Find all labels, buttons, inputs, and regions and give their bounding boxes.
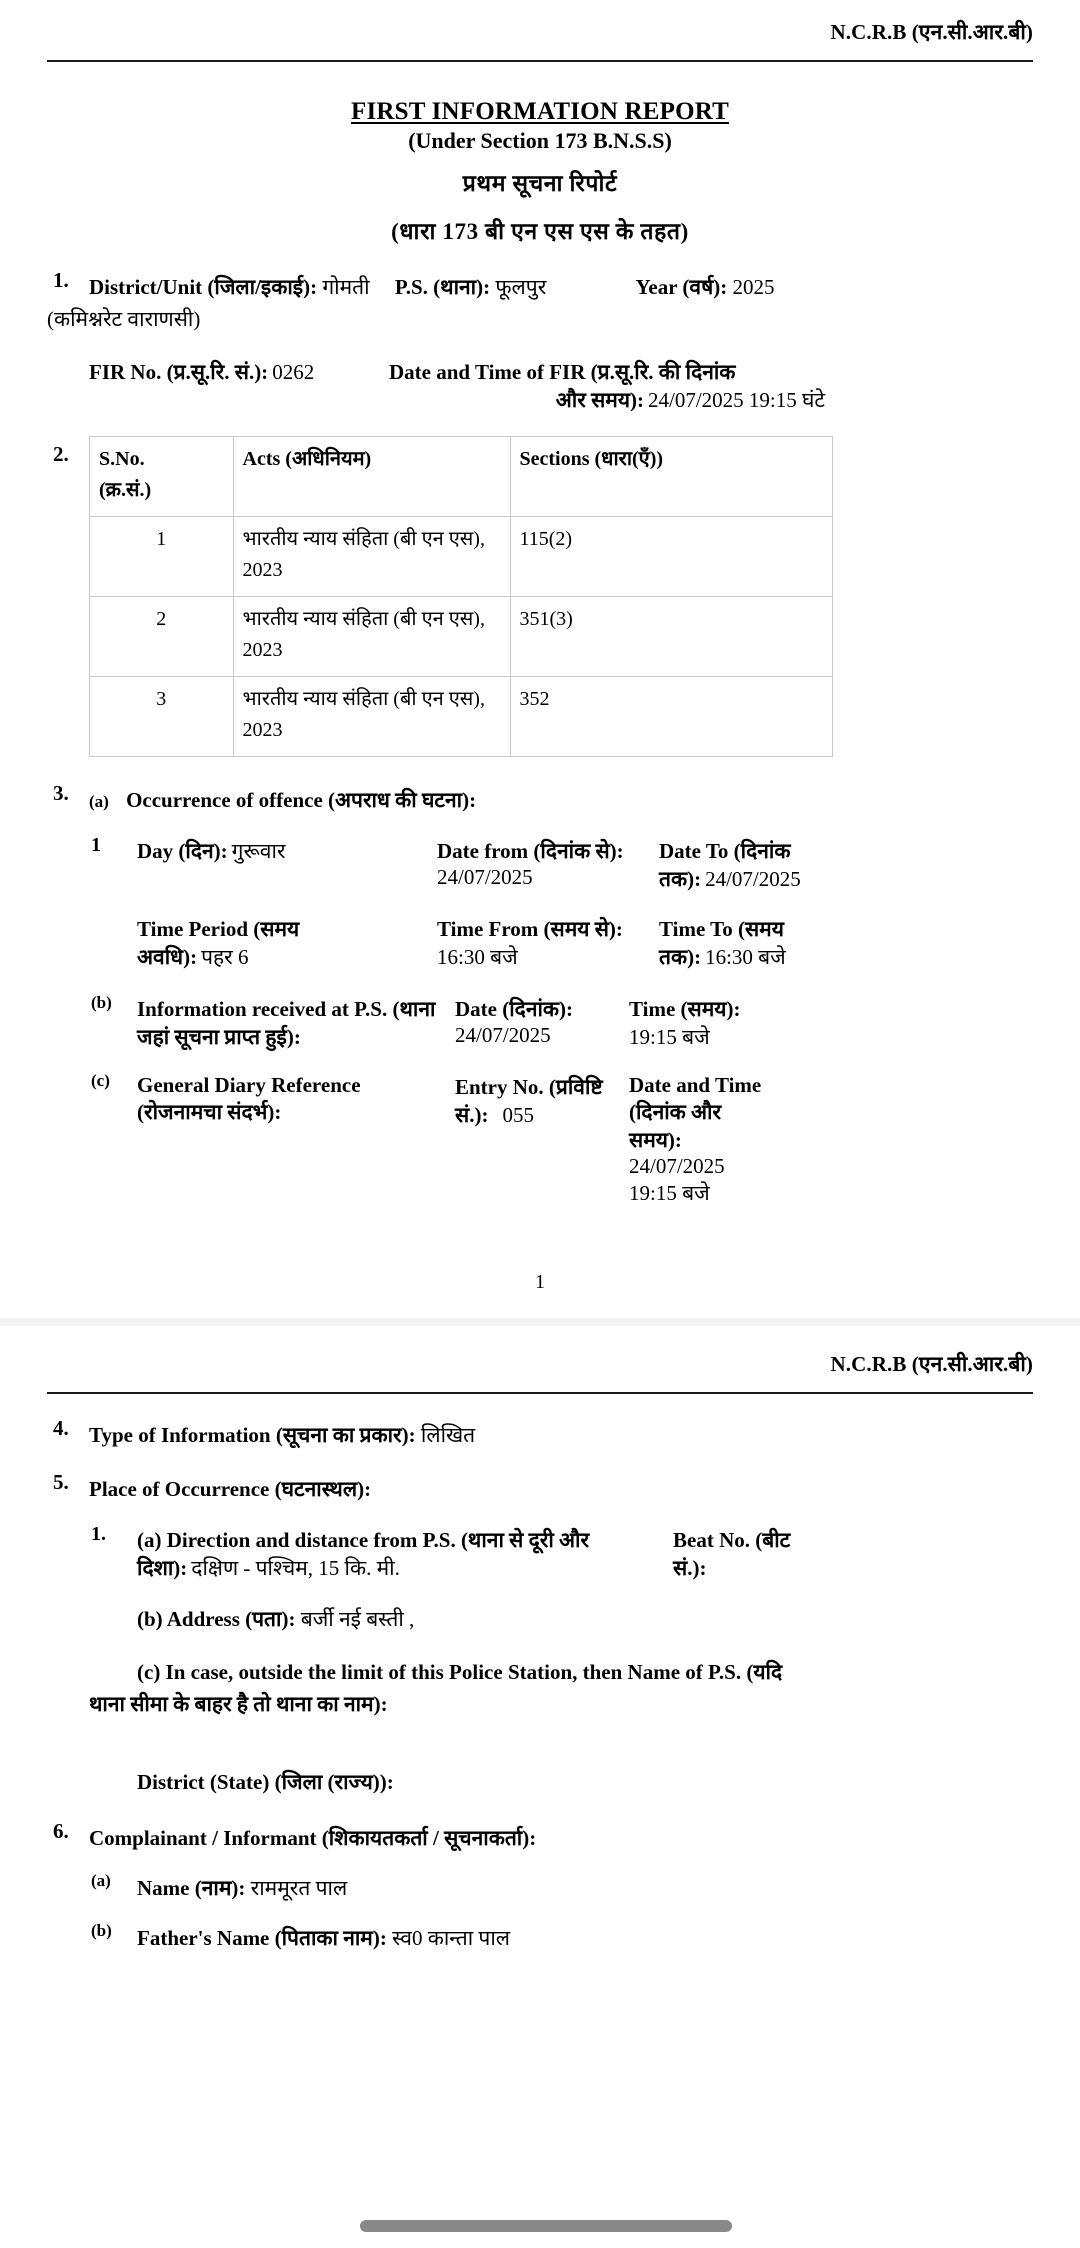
entry-no-line2	[455, 1101, 629, 1129]
information-date-value: 24/07/2025	[455, 1022, 551, 1047]
information-received-cols	[137, 995, 1033, 1051]
ps-value: फूलपुर	[495, 275, 547, 299]
occurrence-day-date-row	[137, 837, 1033, 893]
outside-limit-label-line2: थाना सीमा के बाहर है तो थाना का नाम):	[89, 1692, 388, 1717]
direction-value: दक्षिण - पश्चिम, 15 कि. मी.	[191, 1555, 400, 1580]
commissionerate-value: (कमिश्नरेट वाराणसी)	[47, 306, 201, 331]
beat-no-cell	[673, 1526, 1033, 1582]
acts-col-sno-line2: (क्र.सं.)	[99, 478, 152, 501]
information-date-cell	[455, 995, 629, 1048]
date-to-line2	[659, 865, 1033, 893]
page-subtitle-hindi: (धारा 173 बी एन एस एस के तहत)	[391, 219, 689, 244]
acts-row-sno: 3	[90, 676, 234, 756]
running-header: N.C.R.B (एन.सी.आर.बी)	[830, 1351, 1033, 1376]
general-diary-label-line1: General Diary Reference	[137, 1072, 361, 1097]
time-period-line2	[137, 943, 437, 971]
table-row	[90, 676, 833, 756]
entry-no-label-line2: सं.):	[455, 1102, 489, 1127]
time-from-cell	[437, 915, 659, 971]
day-label: Day (दिन):	[137, 838, 228, 863]
running-header: N.C.R.B (एन.सी.आर.बी)	[830, 20, 1033, 44]
fir-datetime-line2	[389, 386, 825, 414]
section-3c-marker: (c)	[91, 1070, 110, 1090]
acts-row-act: भारतीय न्याय संहिता (बी एन एस), 2023	[233, 676, 510, 756]
date-to-label-line2: तक):	[659, 866, 702, 891]
beat-no-line2	[673, 1554, 1033, 1582]
fir-datetime-label-line1: Date and Time of FIR (प्र.सू.रि. की दिनांक	[389, 359, 736, 384]
information-received-label-line1: Information received at P.S. (थाना	[137, 996, 436, 1021]
district-state-label: District (State) (जिला (राज्य)):	[137, 1770, 394, 1795]
acts-row-act: भारतीय न्याय संहिता (बी एन एस), 2023	[233, 516, 510, 596]
district-state-row	[137, 1767, 1033, 1799]
acts-col-acts: Acts (अधिनियम)	[233, 436, 510, 516]
beat-no-label-line1: Beat No. (बीट	[673, 1527, 791, 1552]
section-2-number: 2.	[53, 441, 69, 466]
ps-label: P.S. (थाना):	[394, 275, 491, 299]
place-of-occurrence-label-row	[89, 1474, 1033, 1506]
date-to-label-line1: Date To (दिनांक	[659, 838, 791, 863]
acts-row-act: भारतीय न्याय संहिता (बी एन एस), 2023	[233, 596, 510, 676]
gd-datetime-label-line3: समय):	[629, 1127, 682, 1152]
complainant-name-line	[137, 1873, 1033, 1905]
acts-col-sno	[90, 436, 234, 516]
section-6-complainant-informant	[47, 1819, 1033, 1955]
section-3b-marker: (b)	[91, 992, 112, 1012]
date-to-cell	[659, 837, 1033, 893]
entry-no-value: 055	[502, 1102, 534, 1127]
gd-datetime-value-time: 19:15 बजे	[629, 1180, 710, 1205]
page-break-gap	[0, 1318, 1080, 1326]
day-cell	[137, 837, 437, 865]
page-title-hindi: प्रथम सूचना रिपोर्ट	[462, 171, 618, 196]
acts-row-sno: 1	[90, 516, 234, 596]
occurrence-row-1	[89, 833, 1033, 971]
fir-datetime-value: 24/07/2025 19:15 घंटे	[648, 387, 825, 412]
district-label: District/Unit (जिला/इकाई):	[89, 275, 318, 299]
district-value: गोमती	[322, 275, 370, 299]
section-3a-marker: (a)	[89, 791, 109, 811]
gd-datetime-label-line2: (दिनांक और	[629, 1099, 722, 1124]
fir-datetime-label-line2: और समय):	[555, 387, 644, 412]
section-5-number: 5.	[53, 1469, 69, 1494]
place-row-number: 1.	[91, 1522, 106, 1545]
direction-label-line2: दिशा):	[137, 1555, 188, 1580]
direction-cell	[137, 1526, 673, 1582]
acts-table-body	[90, 516, 833, 756]
address-label: (b) Address (पता):	[137, 1606, 296, 1631]
page-number: 1	[535, 1270, 545, 1293]
complainant-father-name-row	[89, 1920, 1033, 1955]
place-row-1	[89, 1522, 1033, 1800]
address-value: बर्जी नई बस्ती ,	[300, 1606, 415, 1631]
time-from-label: Time From (समय से):	[437, 916, 623, 941]
section-3-occurrence	[47, 780, 1033, 1207]
date-from-label: Date from (दिनांक से):	[437, 838, 624, 863]
date-to-value: 24/07/2025	[705, 866, 801, 891]
time-period-label-line1: Time Period (समय	[137, 916, 300, 941]
year-label: Year (वर्ष):	[635, 275, 728, 299]
general-diary-label-line2: (रोजनामचा संदर्भ):	[137, 1099, 282, 1124]
year-value: 2025	[732, 275, 775, 299]
complainant-name-row	[89, 1873, 1033, 1905]
complainant-father-name-value: स्व0 कान्ता पाल	[392, 1925, 511, 1950]
time-period-label-line2: अवधि):	[137, 944, 198, 969]
acts-col-sections: Sections (धारा(एँ))	[510, 436, 833, 516]
section-5-place-of-occurrence	[47, 1469, 1033, 1800]
page-subtitle: (Under Section 173 B.N.S.S)	[408, 128, 672, 153]
time-from-value: 16:30 बजे	[437, 944, 518, 969]
acts-row-sno: 2	[90, 596, 234, 676]
section-6-number: 6.	[53, 1819, 69, 1844]
direction-beat-row	[137, 1526, 1033, 1582]
complainant-label: Complainant / Informant (शिकायतकर्ता / सूचनाकर्ता):	[89, 1826, 537, 1851]
acts-row-section: 352	[510, 676, 833, 756]
information-received-row	[89, 992, 1033, 1051]
occurrence-heading-row	[89, 785, 1033, 817]
section-2-acts-sections	[47, 436, 1033, 757]
section-4-number: 4.	[53, 1415, 69, 1440]
document-title-block	[47, 98, 1033, 246]
general-diary-cols	[137, 1073, 1033, 1207]
complainant-father-name-label: Father's Name (पिताका नाम):	[137, 1925, 387, 1950]
time-period-value: पहर 6	[201, 944, 249, 969]
time-to-value: 16:30 बजे	[705, 944, 786, 969]
fir-number-row	[89, 358, 1033, 414]
section-6b-marker: (b)	[91, 1920, 112, 1940]
table-row	[90, 516, 833, 596]
complainant-father-name-line	[137, 1923, 1033, 1955]
fir-page-2	[0, 1326, 1080, 1955]
acts-col-sno-line1: S.No.	[99, 447, 145, 470]
occurrence-row-number: 1	[91, 833, 101, 856]
time-to-label-line1: Time To (समय	[659, 916, 784, 941]
outside-limit-row	[89, 1657, 1033, 1721]
information-date-label: Date (दिनांक):	[455, 996, 574, 1021]
type-of-information-label: Type of Information (सूचना का प्रकार):	[89, 1422, 416, 1447]
district-ps-year-row	[89, 272, 1033, 304]
gd-datetime-cell	[629, 1073, 1033, 1207]
table-row	[90, 596, 833, 676]
direction-label-line1: (a) Direction and distance from P.S. (थाना से दूरी और	[137, 1527, 590, 1552]
header-divider	[47, 60, 1033, 62]
gd-datetime-label-line1: Date and Time	[629, 1072, 762, 1097]
time-to-cell	[659, 915, 1033, 971]
acts-row-section: 351(3)	[510, 596, 833, 676]
horizontal-scrollbar[interactable]	[360, 2220, 732, 2232]
section-1-number: 1.	[53, 268, 69, 292]
time-to-line2	[659, 943, 1033, 971]
general-diary-reference-row	[89, 1070, 1033, 1207]
section-4-type-of-information	[47, 1415, 1033, 1452]
acts-table-header-row	[90, 436, 833, 516]
information-time-value: 19:15 बजे	[629, 1024, 710, 1049]
acts-row-section: 115(2)	[510, 516, 833, 596]
time-period-cell	[137, 915, 437, 971]
type-of-information-row	[89, 1420, 1033, 1452]
information-received-cell	[137, 995, 455, 1051]
fir-number-cell	[89, 358, 389, 386]
outside-limit-label-line1: (c) In case, outside the limit of this Police Station, then Name of P.S. (यदि	[137, 1660, 783, 1685]
page-title: FIRST INFORMATION REPORT	[350, 98, 730, 125]
header-divider	[47, 1392, 1033, 1394]
type-of-information-value: लिखित	[420, 1422, 476, 1447]
acts-table	[89, 436, 833, 757]
entry-no-cell	[455, 1073, 629, 1129]
commissionerate-line	[47, 304, 1033, 336]
fir-datetime-cell	[389, 358, 1033, 414]
occurrence-label: Occurrence of offence (अपराध की घटना):	[126, 787, 477, 812]
fir-no-value: 0262	[272, 359, 315, 384]
section-1-district-unit	[47, 268, 1033, 414]
section-6a-marker: (a)	[91, 1871, 111, 1891]
information-time-cell	[629, 995, 1033, 1051]
beat-no-label-line2: सं.):	[673, 1555, 707, 1580]
gd-datetime-value-date: 24/07/2025	[629, 1153, 725, 1178]
place-of-occurrence-label: Place of Occurrence (घटनास्थल):	[89, 1476, 372, 1501]
date-from-cell	[437, 837, 659, 890]
time-to-label-line2: तक):	[659, 944, 702, 969]
direction-line2	[137, 1554, 673, 1582]
information-time-label: Time (समय):	[629, 996, 741, 1021]
day-value: गुरूवार	[231, 838, 286, 863]
complainant-name-label: Name (नाम):	[137, 1876, 246, 1901]
information-received-label-line2: जहां सूचना प्राप्त हुई):	[137, 1024, 301, 1049]
section-3-number: 3.	[53, 780, 69, 805]
occurrence-time-row	[137, 915, 1033, 971]
general-diary-cell	[137, 1073, 455, 1126]
date-from-value: 24/07/2025	[437, 864, 533, 889]
complainant-label-row	[89, 1823, 1033, 1855]
complainant-name-value: राममूरत पाल	[250, 1876, 348, 1901]
entry-no-label-line1: Entry No. (प्रविष्टि	[455, 1074, 603, 1099]
fir-no-label: FIR No. (प्र.सू.रि. सं.):	[89, 359, 269, 384]
address-row	[137, 1604, 1033, 1636]
